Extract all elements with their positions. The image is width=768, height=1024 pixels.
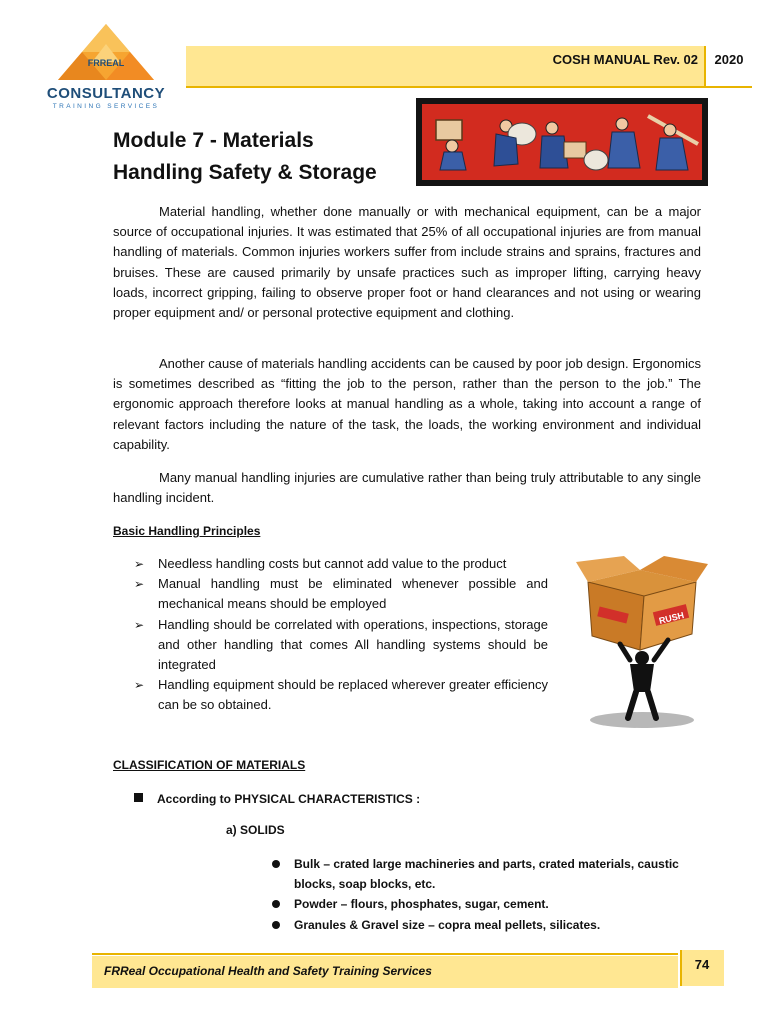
page-title-line-2: Handling Safety & Storage [113,161,377,184]
header-rule [186,86,752,88]
square-bullet-icon [134,793,143,802]
manual-year: 2020 [714,52,744,67]
classification-heading: CLASSIFICATION OF MATERIALS [113,758,306,772]
list-item: Granules & Gravel size – copra meal pellets, silicates. [272,915,704,935]
ergonomics-paragraph: Another cause of materials handling accidents can be caused by poor job design. Ergonomics is sometimes described as “fitting the job to the person, rather than the person to the job.” The ergonomic approach therefore looks at manual handling as a whole, taking into account a range of relevant factors including the nature of the task, the loads, the working environment and individual capability. [113,356,701,452]
logo-brand-subtitle: TRAINING SERVICES [52,103,160,110]
banner-illustration-panel [422,104,702,180]
manual-revision: COSH MANUAL Rev. 02 [552,52,698,67]
basic-principles-heading: Basic Handling Principles [113,524,261,538]
intro-paragraph: Material handling, whether done manually or with mechanical equipment, can be a major source of occupational injuries. It was estimated that 25% of all occupational injuries are from manual handling of materials. Common injuries workers suffer from include strains and sprains, fractures and bruises. These are caused primarily by unsafe practices such as improper lifting, carrying heavy loads, incorrect gripping, failing to observe proper foot or hand clearances and not using or wearing proper equipment and/ or personal protective equipment and clothing. [113,204,701,321]
man-lifting-box-illustration [574,552,710,732]
cumulative-paragraph: Many manual handling injuries are cumulative rather than being truly attributable to any single handling incident. [113,470,701,506]
logo-triangle-icon [58,24,154,84]
solids-subheading: a) SOLIDS [226,823,285,837]
round-bullet-icon [272,860,280,868]
arrow-bullet-icon: ➢ [134,678,145,693]
box-label: RUSH [657,610,686,626]
logo-brand-name: CONSULTANCY [46,85,166,102]
physical-characteristics-item: According to PHYSICAL CHARACTERISTICS : [134,792,420,806]
page-number: 74 [694,957,710,972]
round-bullet-icon [272,900,280,908]
round-bullet-icon [272,921,280,929]
banner-illustration [416,98,708,186]
page-title-line-1: Module 7 - Materials [113,129,314,152]
list-item: Bulk – crated large machineries and parts, crated materials, caustic blocks, soap blocks, etc. [272,854,704,894]
list-item: ➢ Handling should be correlated with operations, inspections, storage and other handling that comes All handling systems should be integrated [134,616,548,673]
workers-lifting-illustration [422,104,702,180]
list-item: ➢ Needless handling costs but cannot add value to the product [134,554,548,574]
page-title [113,125,413,189]
list-item: ➢ Handling equipment should be replaced wherever greater efficiency can be so obtained. [134,677,548,713]
list-item: ➢ Manual handling must be eliminated whenever possible and mechanical means should be employed [134,576,548,612]
basic-principles-list [134,554,548,716]
logo-brand-top: FRREAL [87,58,125,68]
solids-list [272,854,704,935]
footer-organization: FRReal Occupational Health and Safety Training Services [104,964,432,978]
arrow-bullet-icon: ➢ [134,557,145,571]
footer-rule [92,953,678,955]
company-logo [36,24,176,110]
arrow-bullet-icon: ➢ [134,577,145,592]
arrow-bullet-icon: ➢ [134,617,145,632]
list-item: Powder – flours, phosphates, sugar, cement. [272,894,704,914]
